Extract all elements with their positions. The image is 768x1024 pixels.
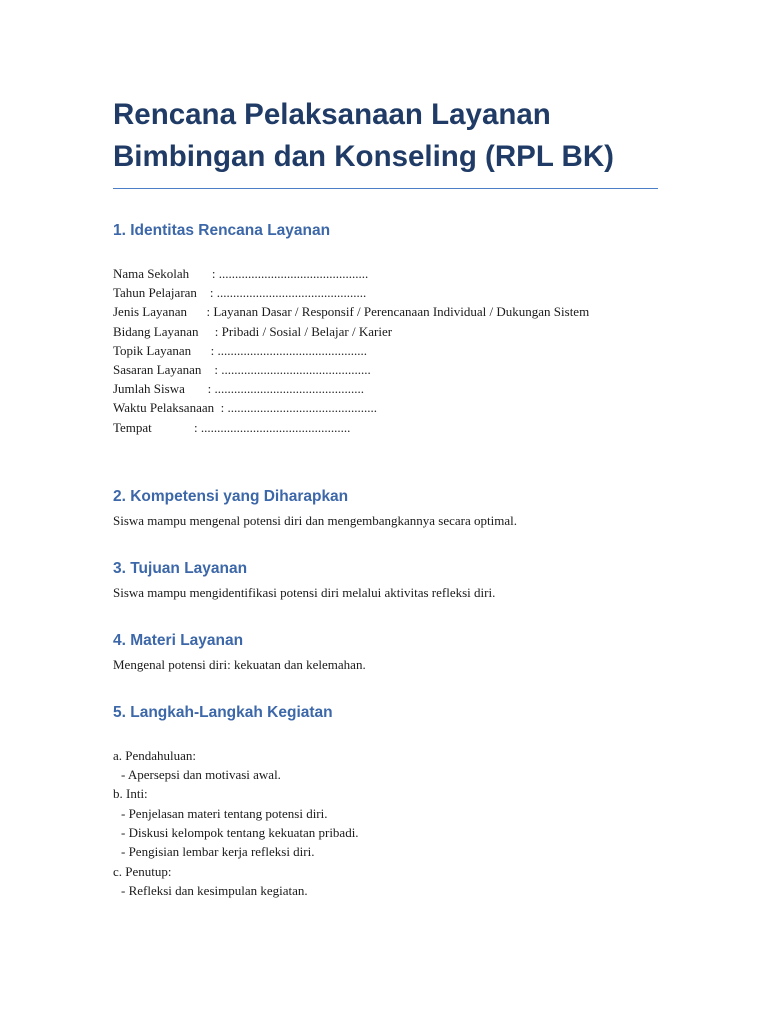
section-heading-kompetensi: 2. Kompetensi yang Diharapkan: [113, 487, 349, 505]
identitas-row-tempat: Tempat : ..............................................: [113, 419, 351, 435]
step-pendahuluan: a. Pendahuluan:: [113, 747, 197, 763]
identitas-row-jenis-layanan: Jenis Layanan : Layanan Dasar / Responsif / Perencanaan Individual / Dukungan Sistem: [113, 304, 590, 320]
title-line-2: Bimbingan dan Konseling (RPL BK): [113, 140, 614, 173]
identitas-list: [113, 264, 658, 437]
document-page: [113, 94, 658, 900]
step-inti: b. Inti:: [113, 786, 148, 802]
identitas-row-sasaran-layanan: Sasaran Layanan : ..............................................: [113, 362, 371, 378]
section-heading-tujuan: 3. Tujuan Layanan: [113, 559, 248, 577]
tujuan-text: Siswa mampu mengidentifikasi potensi diri melalui aktivitas refleksi diri.: [113, 584, 496, 600]
step-penutup: c. Penutup:: [113, 863, 172, 879]
section-heading-langkah: 5. Langkah-Langkah Kegiatan: [113, 703, 333, 721]
step-item: - Diskusi kelompok tentang kekuatan pribadi.: [121, 825, 359, 841]
identitas-row-tahun-pelajaran: Tahun Pelajaran : ..............................................: [113, 285, 367, 301]
step-item: - Refleksi dan kesimpulan kegiatan.: [121, 882, 308, 898]
langkah-list: [113, 746, 658, 900]
identitas-row-waktu-pelaksanaan: Waktu Pelaksanaan : ..............................................: [113, 400, 377, 416]
identitas-row-jumlah-siswa: Jumlah Siswa : ..............................................: [113, 381, 364, 397]
identitas-row-bidang-layanan: Bidang Layanan : Pribadi / Sosial / Belajar / Karier: [113, 323, 393, 339]
step-item: - Pengisian lembar kerja refleksi diri.: [121, 844, 315, 860]
section-heading-materi: 4. Materi Layanan: [113, 631, 244, 649]
title-line-1: Rencana Pelaksanaan Layanan: [113, 98, 551, 131]
document-title: [113, 94, 658, 189]
kompetensi-text: Siswa mampu mengenal potensi diri dan mengembangkannya secara optimal.: [113, 512, 517, 528]
section-heading-identitas: 1. Identitas Rencana Layanan: [113, 222, 331, 239]
step-item: - Apersepsi dan motivasi awal.: [121, 767, 281, 783]
identitas-row-topik-layanan: Topik Layanan : ..............................................: [113, 342, 368, 358]
identitas-row-nama-sekolah: Nama Sekolah : ..............................................: [113, 266, 369, 281]
materi-text: Mengenal potensi diri: kekuatan dan kelemahan.: [113, 656, 366, 672]
step-item: - Penjelasan materi tentang potensi diri.: [121, 805, 328, 821]
